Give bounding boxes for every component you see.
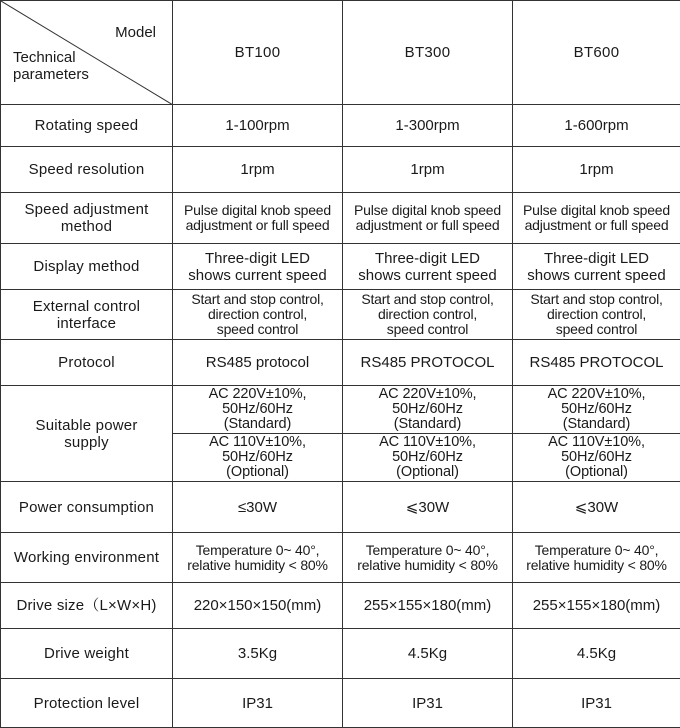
value-cell: ⩽30W xyxy=(513,482,680,533)
value-cell: Three-digit LED shows current speed xyxy=(513,244,680,290)
value-cell: 255×155×180(mm) xyxy=(343,583,513,629)
row-label: Working environment xyxy=(1,533,173,583)
value-cell: Start and stop control, direction control, speed control xyxy=(173,290,343,340)
value-cell: RS485 PROTOCOL xyxy=(513,340,680,386)
value-cell: 220×150×150(mm) xyxy=(173,583,343,629)
value-cell: 3.5Kg xyxy=(173,629,343,679)
row-protocol xyxy=(1,340,680,386)
row-display-method xyxy=(1,244,680,290)
row-drive-size xyxy=(1,583,680,629)
row-label: Suitable power supply xyxy=(1,386,173,482)
value-cell: Temperature 0~ 40°, relative humidity < 80% xyxy=(513,533,680,583)
row-speed-adjustment xyxy=(1,193,680,244)
row-working-environment xyxy=(1,533,680,583)
model-header-bt600: BT600 xyxy=(513,1,680,105)
row-label: Speed adjustment method xyxy=(1,193,173,244)
value-cell: IP31 xyxy=(343,679,513,728)
value-cell: Pulse digital knob speed adjustment or full speed xyxy=(513,193,680,244)
value-cell xyxy=(173,386,343,482)
value-cell: Start and stop control, direction control, speed control xyxy=(343,290,513,340)
row-drive-weight xyxy=(1,629,680,679)
row-label: External control interface xyxy=(1,290,173,340)
row-external-control xyxy=(1,290,680,340)
value-cell: ⩽30W xyxy=(343,482,513,533)
model-header-bt100: BT100 xyxy=(173,1,343,105)
power-optional: AC 110V±10%, 50Hz/60Hz (Optional) xyxy=(173,433,342,481)
row-label: Speed resolution xyxy=(1,147,173,193)
value-cell: Three-digit LED shows current speed xyxy=(343,244,513,290)
power-optional: AC 110V±10%, 50Hz/60Hz (Optional) xyxy=(343,433,512,481)
value-cell: 1-600rpm xyxy=(513,105,680,147)
value-cell: ≤30W xyxy=(173,482,343,533)
power-standard: AC 220V±10%, 50Hz/60Hz (Standard) xyxy=(513,386,680,433)
power-standard: AC 220V±10%, 50Hz/60Hz (Standard) xyxy=(343,386,512,433)
value-cell: 1-300rpm xyxy=(343,105,513,147)
value-cell: 1rpm xyxy=(513,147,680,193)
row-speed-resolution xyxy=(1,147,680,193)
value-cell: 255×155×180(mm) xyxy=(513,583,680,629)
header-row xyxy=(1,1,680,105)
value-cell: RS485 protocol xyxy=(173,340,343,386)
row-label: Drive size（L×W×H) xyxy=(1,583,173,629)
value-cell: Temperature 0~ 40°, relative humidity < 80% xyxy=(343,533,513,583)
row-protection-level xyxy=(1,679,680,728)
row-label: Protection level xyxy=(1,679,173,728)
value-cell: Temperature 0~ 40°, relative humidity < 80% xyxy=(173,533,343,583)
value-cell: Three-digit LED shows current speed xyxy=(173,244,343,290)
value-cell: Start and stop control, direction control, speed control xyxy=(513,290,680,340)
row-label: Power consumption xyxy=(1,482,173,533)
power-standard: AC 220V±10%, 50Hz/60Hz (Standard) xyxy=(173,386,342,433)
row-label: Protocol xyxy=(1,340,173,386)
value-cell: RS485 PROTOCOL xyxy=(343,340,513,386)
value-cell xyxy=(513,386,680,482)
row-label: Display method xyxy=(1,244,173,290)
model-header-bt300: BT300 xyxy=(343,1,513,105)
value-cell: Pulse digital knob speed adjustment or full speed xyxy=(343,193,513,244)
value-cell: 1rpm xyxy=(343,147,513,193)
value-cell: Pulse digital knob speed adjustment or full speed xyxy=(173,193,343,244)
header-corner-cell xyxy=(1,1,173,105)
corner-model-label: Model xyxy=(115,24,156,41)
corner-parameters-label: Technical parameters xyxy=(13,49,89,83)
value-cell xyxy=(343,386,513,482)
value-cell: IP31 xyxy=(513,679,680,728)
row-power-supply xyxy=(1,386,680,482)
value-cell: 4.5Kg xyxy=(343,629,513,679)
value-cell: IP31 xyxy=(173,679,343,728)
value-cell: 1rpm xyxy=(173,147,343,193)
row-rotating-speed xyxy=(1,105,680,147)
row-label: Drive weight xyxy=(1,629,173,679)
value-cell: 1-100rpm xyxy=(173,105,343,147)
row-label: Rotating speed xyxy=(1,105,173,147)
value-cell: 4.5Kg xyxy=(513,629,680,679)
row-power-consumption xyxy=(1,482,680,533)
power-optional: AC 110V±10%, 50Hz/60Hz (Optional) xyxy=(513,433,680,481)
